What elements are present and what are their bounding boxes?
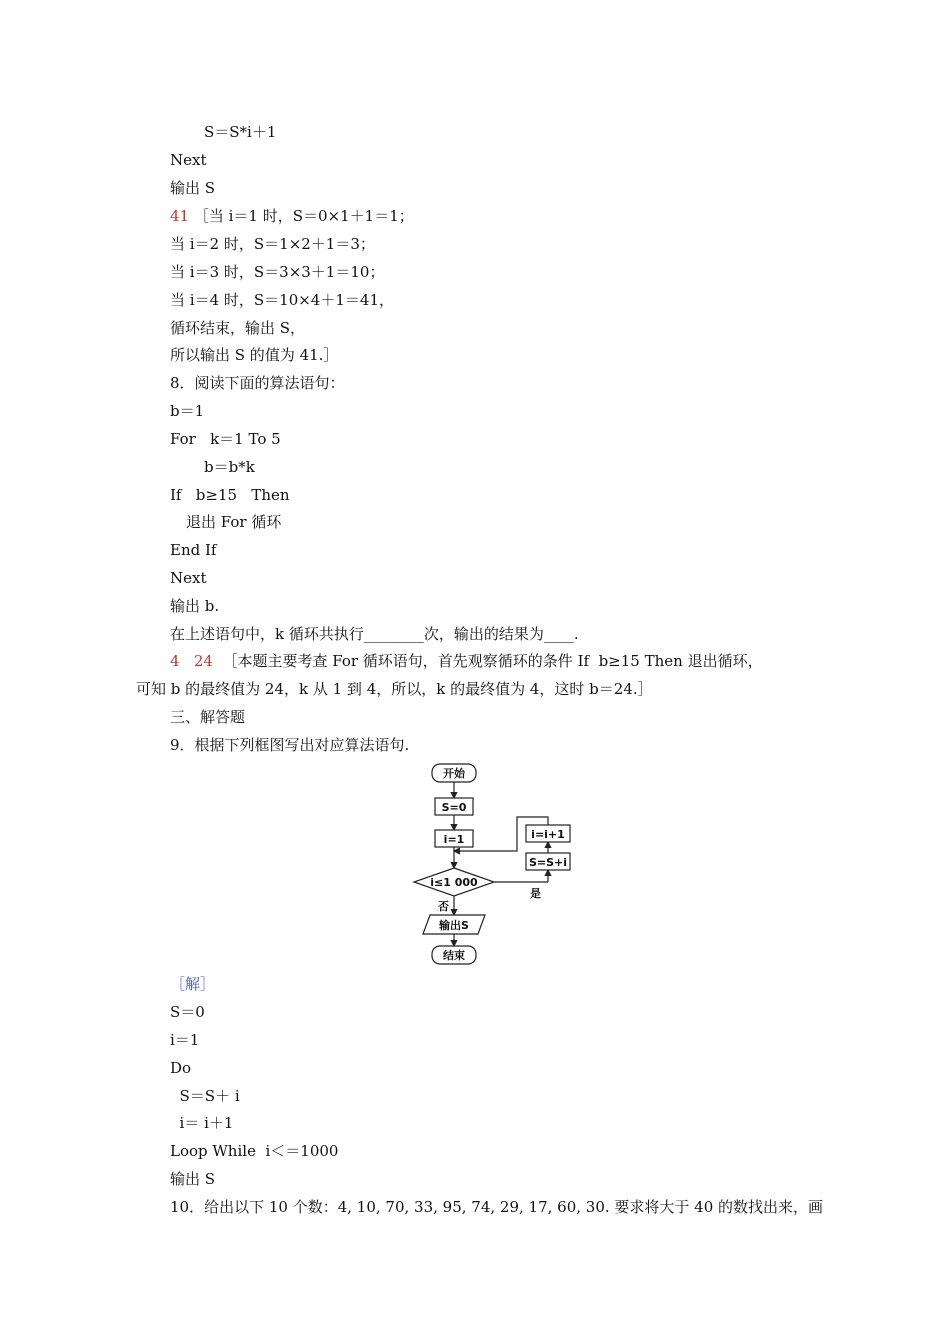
code-line: Next xyxy=(170,151,207,169)
start-label: 开始 xyxy=(443,767,465,780)
code-line: S＝S*i＋1 xyxy=(204,123,277,141)
solution-tag: ［解］ xyxy=(170,975,216,993)
code-line: End If xyxy=(170,541,217,559)
solution-code-line: 输出 S xyxy=(170,1170,216,1188)
solution-code-line: i＝1 xyxy=(170,1031,200,1049)
init-counter-label: i=1 xyxy=(443,833,465,846)
question-10: 10．给出以下 10 个数：4, 10, 70, 33, 95, 74, 29, 17, 60, 30. 要求将大于 40 的数找出来，画 xyxy=(170,1198,824,1216)
text-line: 所以输出 S 的值为 41.］ xyxy=(170,346,339,364)
code-line: b＝b*k xyxy=(204,458,255,476)
question-9: 9．根据下列框图写出对应算法语句. xyxy=(170,736,410,754)
yes-label: 是 xyxy=(530,887,541,900)
no-label: 否 xyxy=(438,900,449,913)
init-sum-label: S=0 xyxy=(441,801,467,814)
answer-line: 4 24 ［本题主要考查 For 循环语句，首先观察循环的条件 If b≥15 Then 退出循环， xyxy=(170,652,763,670)
text-line: 当 i＝2 时，S＝1×2＋1＝3； xyxy=(170,235,375,253)
solution-code-line: Do xyxy=(170,1059,192,1077)
solution-code-line: S＝S＋ i xyxy=(170,1087,240,1105)
solution-code-line: S＝0 xyxy=(170,1003,205,1021)
answer-value: 41 xyxy=(170,207,190,225)
text-line: 循环结束，输出 S， xyxy=(170,319,306,337)
text-line: 当 i＝4 时，S＝10×4＋1＝41， xyxy=(170,291,394,309)
increment-label: i=i+1 xyxy=(531,828,565,841)
accumulate-label: S=S+i xyxy=(528,856,568,869)
code-line: 退出 For 循环 xyxy=(186,513,282,531)
section-heading: 三、解答题 xyxy=(170,708,246,726)
code-line: For k＝1 To 5 xyxy=(170,430,281,448)
question-8: 8．阅读下面的算法语句： xyxy=(170,374,345,392)
code-line: b＝1 xyxy=(170,402,205,420)
code-line: 输出 S xyxy=(170,179,216,197)
code-line: Next xyxy=(170,569,207,587)
condition-label: i≤1 000 xyxy=(430,876,478,889)
code-line: If b≥15 Then xyxy=(170,486,290,504)
answer-line: 41 ［当 i＝1 时，S＝0×1＋1＝1； xyxy=(170,207,414,225)
code-line: 输出 b. xyxy=(170,597,220,615)
solution-code-line: Loop While i＜＝1000 xyxy=(170,1142,339,1160)
text-line: 可知 b 的最终值为 24，k 从 1 到 4，所以，k 的最终值为 4，这时 b＝24.］ xyxy=(136,680,653,698)
text-line: 当 i＝3 时，S＝3×3＋1＝10； xyxy=(170,263,385,281)
answer-value: 4 24 xyxy=(170,652,213,670)
solution-code-line: i＝ i＋1 xyxy=(170,1114,234,1132)
flowchart xyxy=(410,760,590,970)
end-label: 结束 xyxy=(443,949,465,962)
output-label: 输出S xyxy=(439,919,469,932)
text-line: 在上述语句中，k 循环共执行________次，输出的结果为____. xyxy=(170,625,579,643)
